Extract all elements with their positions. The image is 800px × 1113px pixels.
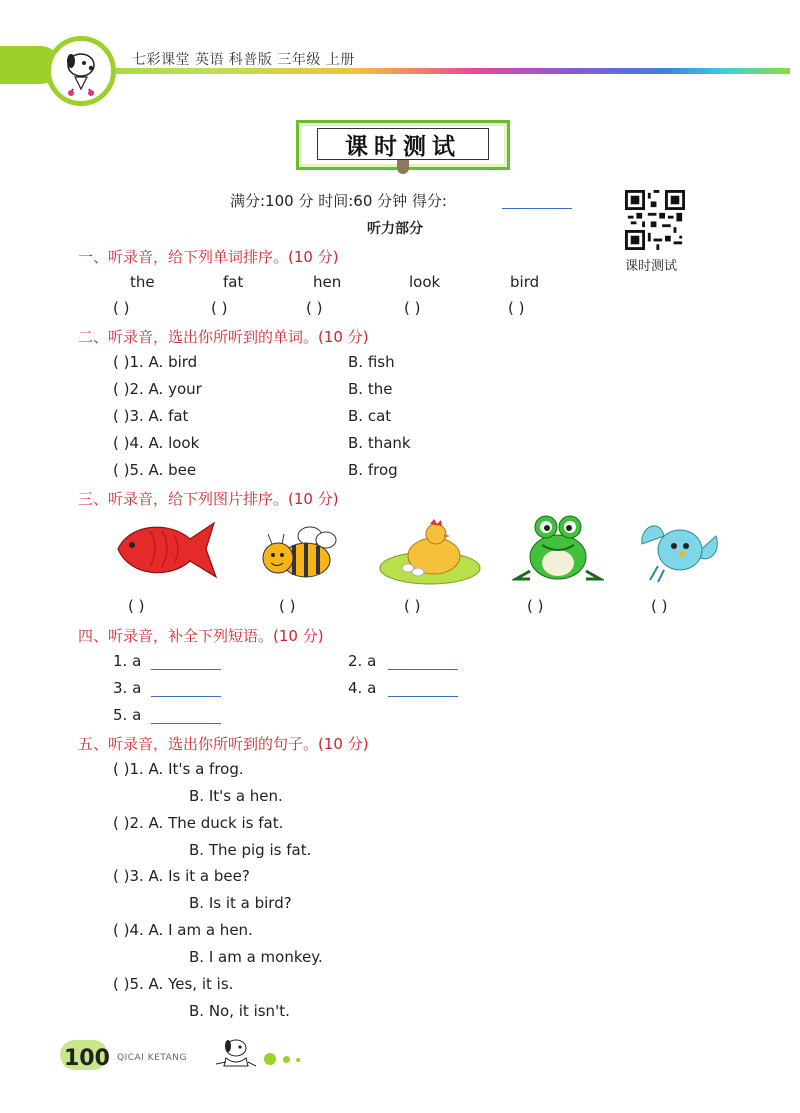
bird-image [634,514,724,586]
section-5-title: 五、听录音，选出你所听到的句子。(10 分) [78,735,369,753]
word-2: fat [223,273,244,291]
phrase-2: 2. a [348,652,377,670]
phrase-2-blank[interactable] [388,655,458,670]
phrase-4-blank[interactable] [388,682,458,697]
phrase-3: 3. a [113,679,142,697]
score-blank[interactable] [502,208,572,209]
frog-image [512,513,604,589]
hen-image [378,518,482,586]
option-b: B. cat [348,407,392,425]
fish-image [110,515,218,587]
header-book-info: 七彩课堂 英语 科普版 三年级 上册 [132,52,355,68]
mascot-logo [46,36,116,106]
dog-mascot-icon [51,41,111,101]
sentence-question-3[interactable]: ( )3. A. Is it a bee? [113,867,250,885]
bee-image [258,522,338,586]
listening-section-title: 听力部分 [367,221,423,237]
qr-label: 课时测试 [625,259,678,274]
section-1-title: 一、听录音，给下列单词排序。(10 分) [78,248,339,266]
phrase-5-blank[interactable] [151,709,221,724]
answer-paren[interactable]: ( ) [651,597,668,615]
question-2[interactable]: ( )2. A. your [113,380,202,398]
sentence-option-b: B. Is it a bird? [189,894,292,912]
sentence-question-1[interactable]: ( )1. A. It's a frog. [113,760,244,778]
question-1[interactable]: ( )1. A. bird [113,353,198,371]
header-rainbow-bar [0,68,790,74]
page-number: 100 [64,1046,110,1071]
word-4: look [409,273,441,291]
section-4-title: 四、听录音，补全下列短语。(10 分) [78,627,324,645]
sentence-question-5[interactable]: ( )5. A. Yes, it is. [113,975,234,993]
phrase-3-blank[interactable] [151,682,221,697]
answer-paren[interactable]: ( ) [279,597,296,615]
answer-paren[interactable]: ( ) [527,597,544,615]
answer-paren[interactable]: ( ) [306,299,323,317]
dog-mascot-icon [212,1036,258,1070]
option-b: B. fish [348,353,395,371]
question-3[interactable]: ( )3. A. fat [113,407,189,425]
footer-dot-small [296,1058,300,1062]
answer-paren[interactable]: ( ) [508,299,525,317]
word-5: bird [510,273,540,291]
word-1: the [130,273,155,291]
title-decoration [397,160,409,174]
question-5[interactable]: ( )5. A. bee [113,461,197,479]
answer-paren[interactable]: ( ) [211,299,228,317]
qr-code-icon[interactable] [625,190,685,250]
phrase-1: 1. a [113,652,142,670]
question-4[interactable]: ( )4. A. look [113,434,200,452]
page-title: 课时测试 [317,128,489,160]
sentence-option-b: B. I am a monkey. [189,948,323,966]
footer-brand: QICAI KETANG [117,1053,187,1063]
sentence-question-2[interactable]: ( )2. A. The duck is fat. [113,814,284,832]
phrase-4: 4. a [348,679,377,697]
answer-paren[interactable]: ( ) [404,299,421,317]
phrase-5: 5. a [113,706,142,724]
score-info: 满分:100 分 时间:60 分钟 得分: [230,192,447,210]
option-b: B. frog [348,461,398,479]
sentence-question-4[interactable]: ( )4. A. I am a hen. [113,921,253,939]
word-3: hen [313,273,342,291]
option-b: B. the [348,380,393,398]
phrase-1-blank[interactable] [151,655,221,670]
answer-paren[interactable]: ( ) [128,597,145,615]
footer-dot-large [264,1053,276,1065]
option-b: B. thank [348,434,411,452]
section-3-title: 三、听录音，给下列图片排序。(10 分) [78,490,339,508]
answer-paren[interactable]: ( ) [404,597,421,615]
sentence-option-b: B. No, it isn't. [189,1002,290,1020]
sentence-option-b: B. The pig is fat. [189,841,312,859]
section-2-title: 二、听录音，选出你所听到的单词。(10 分) [78,328,369,346]
footer-dot-medium [283,1056,290,1063]
sentence-option-b: B. It's a hen. [189,787,283,805]
answer-paren[interactable]: ( ) [113,299,130,317]
